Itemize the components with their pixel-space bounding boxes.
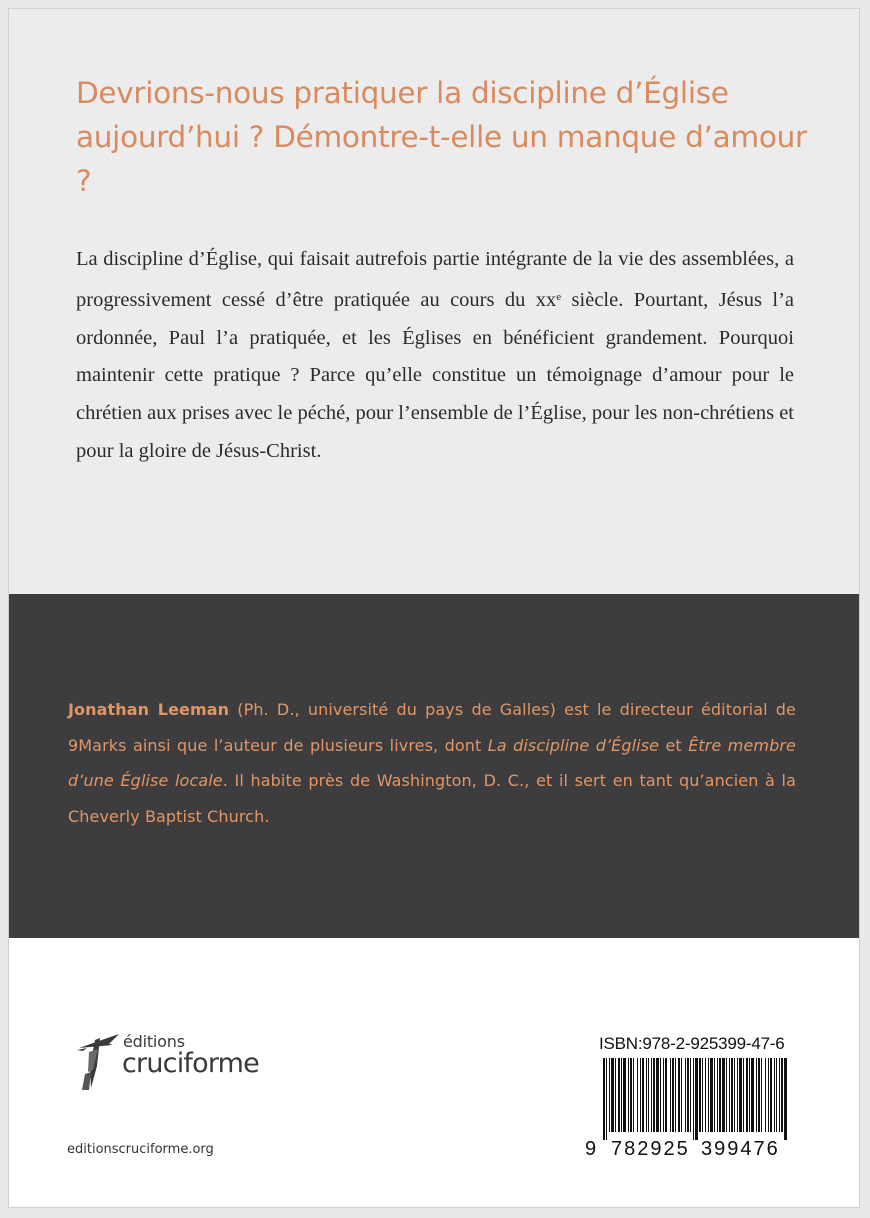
logo-text-large: cruciforme bbox=[122, 1048, 259, 1079]
author-bio bbox=[68, 692, 796, 834]
summary-text-part-2: siècle. Pourtant, Jésus l’a ordonnée, Paul l’a pratiquée, et les Églises en bénéficient grandement. Pourquoi maintenir cette pratique ? Parce qu’elle constitue un témoignage d’amour pour le chrétien aux prises avec le péché, pour l’ensemble de l’Église, pour les non-chrétiens et pour la gloire de Jésus-Christ. bbox=[76, 288, 794, 462]
barcode-bar bbox=[737, 1058, 738, 1132]
barcode-bar bbox=[633, 1058, 634, 1132]
barcode-bar bbox=[618, 1058, 620, 1132]
publisher-logo bbox=[69, 1028, 309, 1098]
barcode-bar bbox=[678, 1058, 680, 1132]
barcode-bar bbox=[690, 1058, 691, 1132]
barcode-bar bbox=[726, 1058, 727, 1132]
century-superscript: e bbox=[556, 290, 562, 303]
barcode-bar bbox=[637, 1058, 638, 1132]
bio-text-part-1: (Ph. D., université du pays de Galles) est le directeur éditorial de 9Marks ainsi que l’auteur de plusieurs livres, dont bbox=[68, 700, 796, 755]
barcode-bar bbox=[646, 1058, 647, 1132]
barcode-bar bbox=[702, 1058, 703, 1132]
author-name: Jonathan Leeman bbox=[68, 700, 230, 719]
barcode-image bbox=[603, 1058, 789, 1140]
barcode-bar bbox=[708, 1058, 709, 1132]
book-title-2: Être membre d’une Église locale bbox=[68, 735, 796, 790]
barcode-bar bbox=[731, 1058, 733, 1132]
barcode-bar bbox=[660, 1058, 661, 1132]
barcode-bar bbox=[779, 1058, 780, 1132]
barcode-bar bbox=[695, 1058, 698, 1140]
barcode-bar bbox=[770, 1058, 772, 1132]
barcode-bar bbox=[681, 1058, 682, 1132]
publisher-section bbox=[9, 938, 860, 1208]
barcode-bar bbox=[693, 1058, 694, 1140]
barcode-bar bbox=[722, 1058, 725, 1132]
barcode-bar bbox=[663, 1058, 664, 1132]
barcode-bar bbox=[734, 1058, 735, 1132]
barcode-bar bbox=[781, 1058, 783, 1132]
summary-text bbox=[76, 241, 794, 471]
barcode-bar bbox=[756, 1058, 757, 1132]
barcode-bar bbox=[670, 1058, 671, 1132]
barcode-bar bbox=[751, 1058, 754, 1132]
barcode-bar bbox=[603, 1058, 605, 1140]
barcode-bar bbox=[717, 1058, 718, 1132]
bio-text-part-2: et bbox=[659, 735, 689, 755]
barcode-bar bbox=[714, 1058, 715, 1132]
barcode-bar bbox=[761, 1058, 762, 1132]
barcode-bar bbox=[628, 1058, 629, 1132]
barcode-bar bbox=[719, 1058, 721, 1132]
barcode-bar bbox=[672, 1058, 674, 1132]
barcode-bar bbox=[743, 1058, 744, 1132]
barcode-bar bbox=[710, 1058, 713, 1132]
barcode-bar bbox=[675, 1058, 676, 1132]
book-title-1: La discipline d’Église bbox=[487, 735, 660, 755]
barcode-bar bbox=[606, 1058, 607, 1140]
barcode-bar bbox=[705, 1058, 706, 1132]
barcode-bar bbox=[623, 1058, 626, 1132]
barcode-bar bbox=[611, 1058, 614, 1132]
summary-text-part-1: La discipline d’Église, qui faisait autrefois partie intégrante de la vie des assemblées, a progressivement cessé d’être pratiquée au cours du xx bbox=[76, 248, 794, 311]
barcode-bar bbox=[776, 1058, 777, 1132]
ean-left-digits: 782925 bbox=[611, 1138, 690, 1160]
barcode-bar bbox=[758, 1058, 760, 1132]
barcode-bar bbox=[687, 1058, 689, 1132]
barcode-bar bbox=[621, 1058, 622, 1132]
barcode-bar bbox=[648, 1058, 649, 1132]
barcode-bar bbox=[665, 1058, 667, 1132]
barcode-bar bbox=[768, 1058, 769, 1132]
barcode-bar bbox=[749, 1058, 750, 1132]
ean-right-digits: 399476 bbox=[701, 1138, 780, 1160]
barcode-bar bbox=[699, 1058, 701, 1132]
barcode-bar bbox=[609, 1058, 610, 1132]
barcode-bar bbox=[656, 1058, 659, 1132]
logo-text-small: éditions bbox=[123, 1032, 185, 1051]
cross-icon bbox=[69, 1028, 123, 1098]
barcode-bar bbox=[739, 1058, 742, 1132]
barcode-bar bbox=[642, 1058, 644, 1132]
barcode-bar bbox=[765, 1058, 766, 1132]
isbn-label: ISBN:978-2-925399-47-6 bbox=[599, 1034, 785, 1053]
barcode-bar bbox=[784, 1058, 787, 1140]
book-back-cover bbox=[8, 8, 860, 1208]
barcode-bar bbox=[685, 1058, 686, 1132]
barcode-bar bbox=[615, 1058, 616, 1132]
barcode-bar bbox=[746, 1058, 748, 1132]
headline: Devrions-nous pratiquer la discipline d’Église aujourd’hui ? Démontre-t-elle un manque d’amour ? bbox=[76, 76, 807, 198]
ean-first-digit: 9 bbox=[585, 1138, 597, 1160]
barcode-bar bbox=[653, 1058, 655, 1132]
barcode-bar bbox=[651, 1058, 652, 1132]
publisher-website[interactable]: editionscruciforme.org bbox=[67, 1142, 214, 1157]
author-bio-band bbox=[9, 594, 860, 938]
barcode-bar bbox=[774, 1058, 775, 1132]
barcode-bar bbox=[630, 1058, 632, 1132]
barcode-bar bbox=[640, 1058, 641, 1132]
barcode-bar bbox=[729, 1058, 730, 1132]
summary-section bbox=[9, 9, 860, 594]
bio-text-part-3: . Il habite près de Washington, D. C., et il sert en tant qu’ancien à la Cheverly Baptist Church. bbox=[68, 771, 796, 826]
